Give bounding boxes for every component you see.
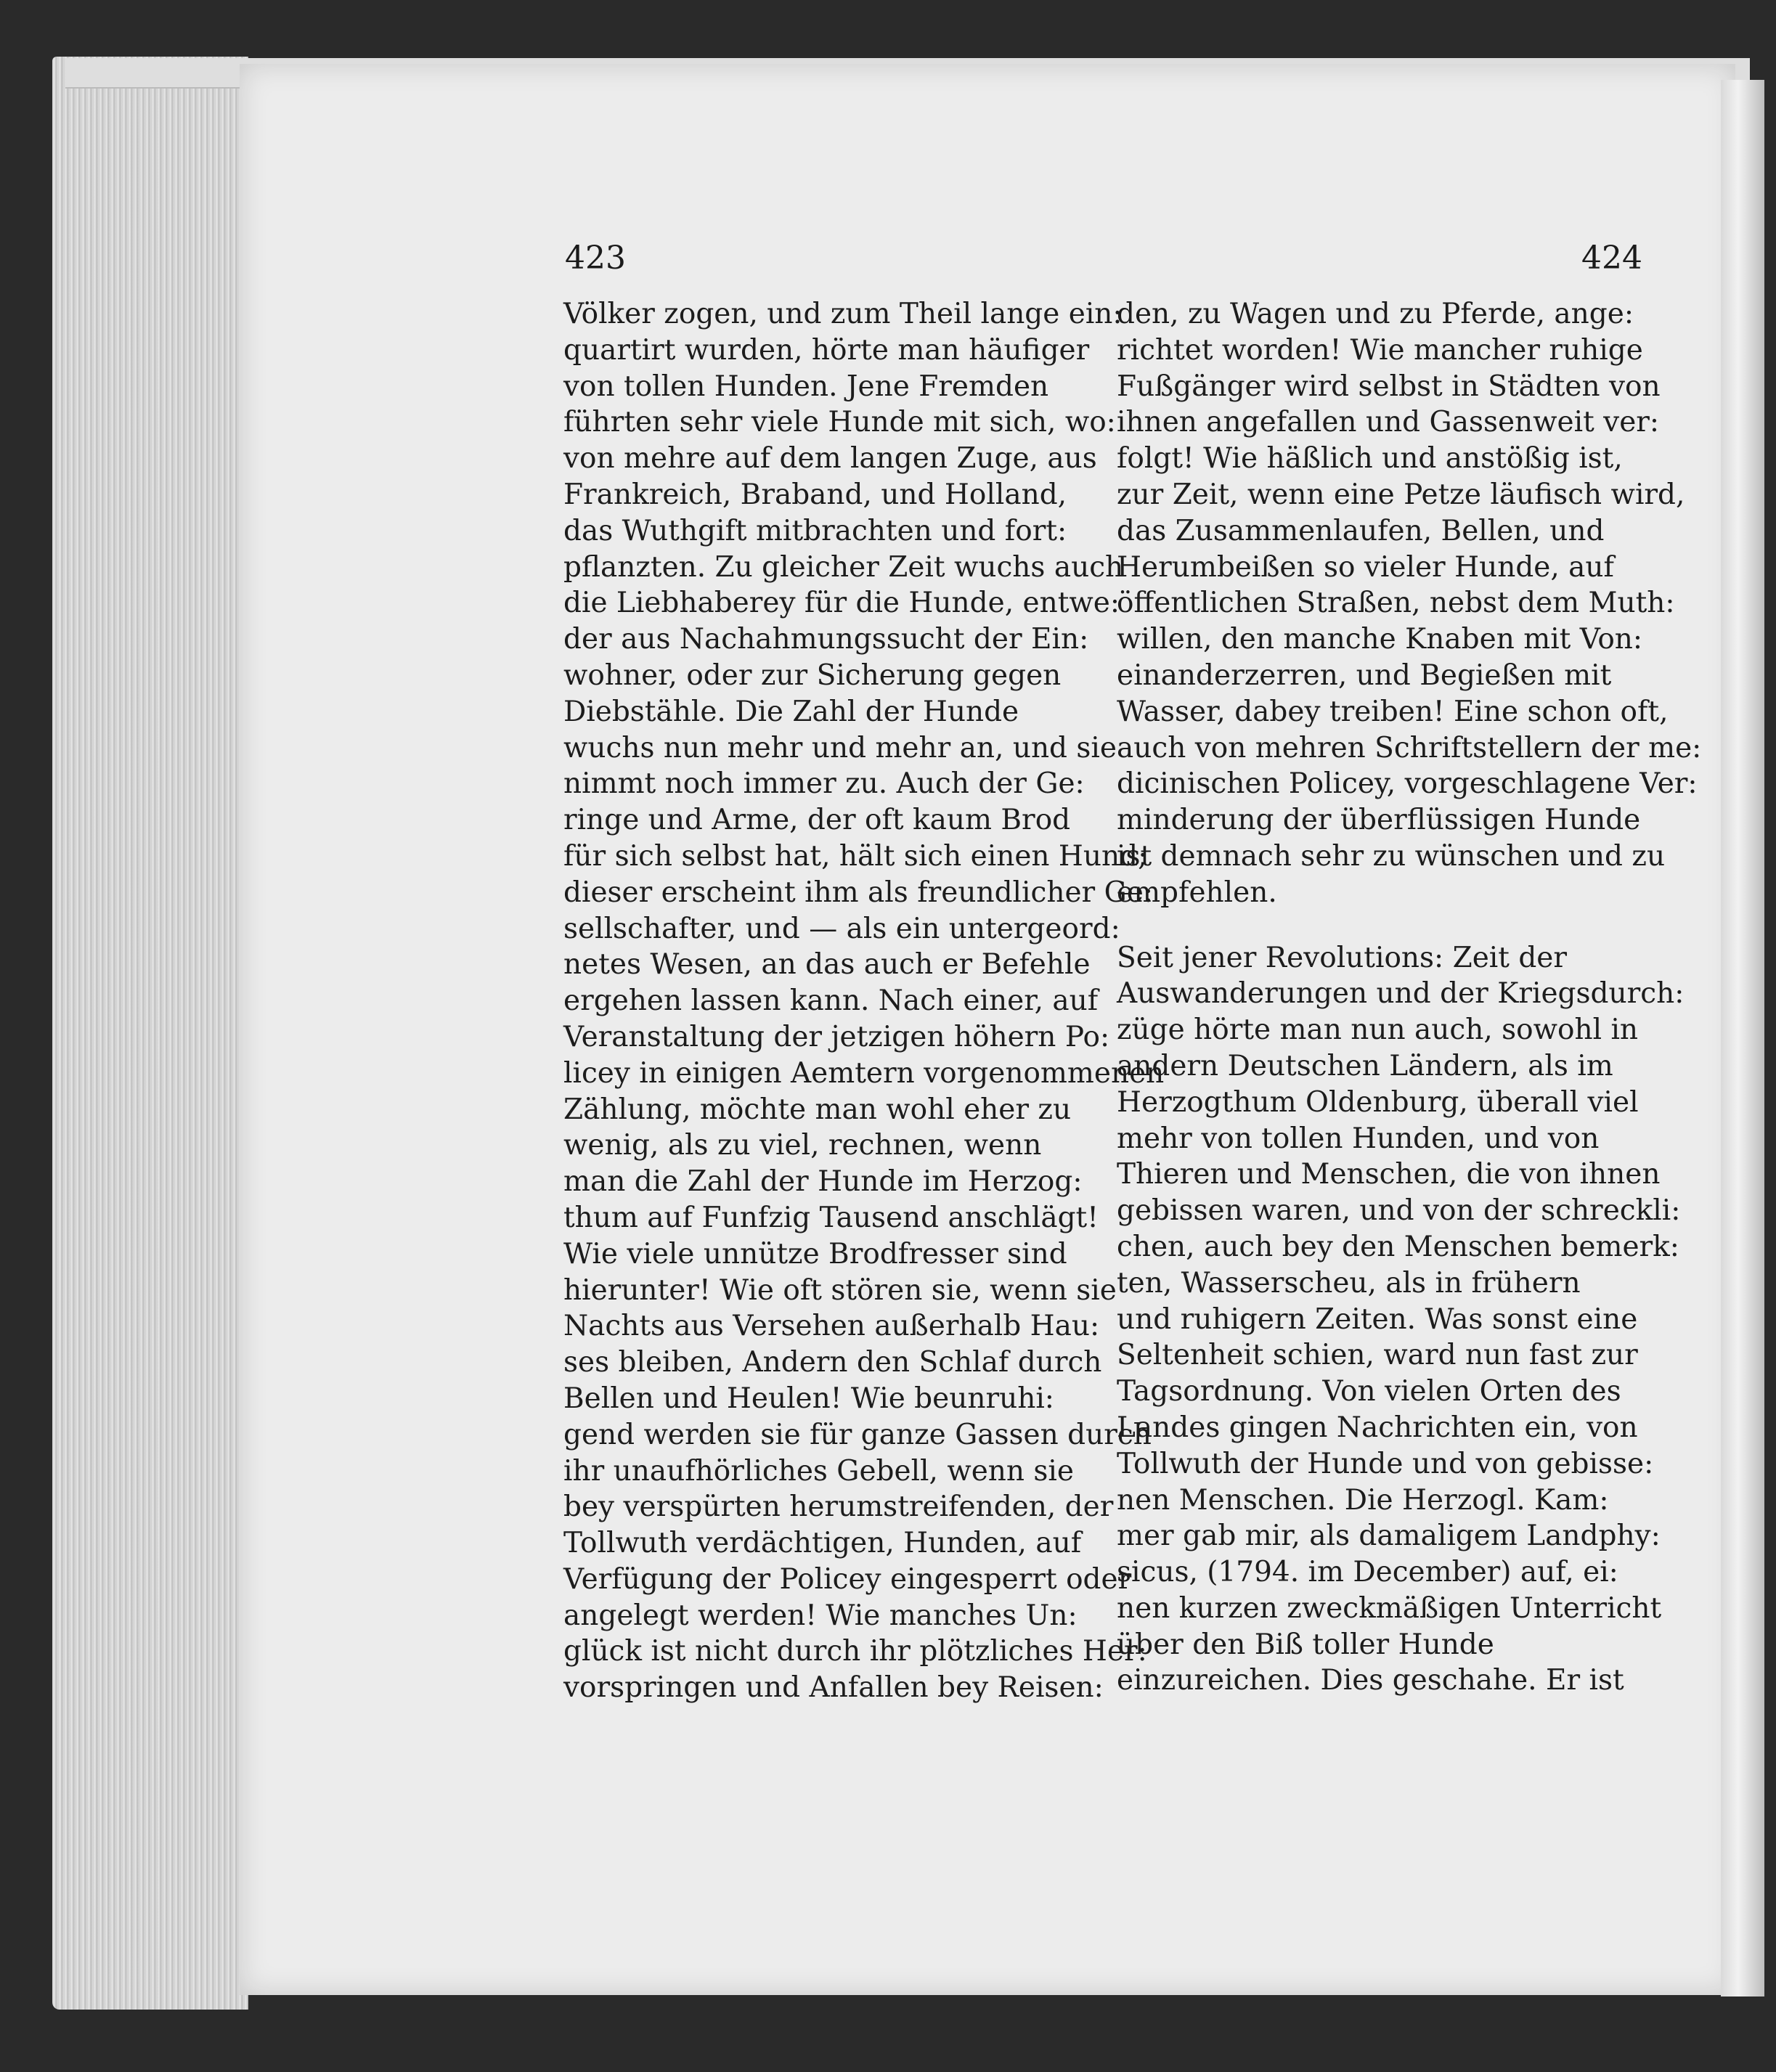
text-line: Völker zogen, und zum Theil lange ein: [563,298,1123,330]
text-line: Herumbeißen so vieler Hunde, auf [1117,550,1614,584]
text-line: mehr von tollen Hunden, und von [1117,1122,1600,1155]
text-line: Wasser, dabey treiben! Eine schon oft, [1117,695,1669,728]
text-line: bey verspürten herumstreifenden, der [563,1490,1114,1524]
text-line: und ruhigern Zeiten. Was sonst eine [1117,1302,1638,1336]
text-line: wuchs nun mehr und mehr an, und sie [563,731,1117,764]
text-line: hierunter! Wie oft stören sie, wenn sie [563,1273,1117,1307]
text-line: licey in einigen Aemtern vorgenommenen [563,1056,1165,1090]
paragraph-gap [1117,911,1638,940]
text-line: folgt! Wie häßlich und anstößig ist, [1117,442,1623,476]
text-line: das Wuthgift mitbrachten und fort: [563,514,1067,547]
text-line: Landes gingen Nachrichten ein, von [1117,1411,1638,1444]
text-line: netes Wesen, an das auch er Befehle [563,948,1091,982]
text-line: Tollwuth verdächtigen, Hunden, auf [563,1527,1082,1560]
text-line: Diebstähle. Die Zahl der Hunde [563,695,1019,728]
text-line: Thieren und Menschen, die von ihnen [1117,1158,1661,1191]
text-line: die Liebhaberey für die Hunde, entwe: [563,587,1120,620]
text-line: einzureichen. Dies geschahe. Er ist [1117,1664,1624,1697]
text-line: nen Menschen. Die Herzogl. Kam: [1117,1483,1609,1517]
text-line: Seltenheit schien, ward nun fast zur [1117,1339,1638,1372]
text-line: führten sehr viele Hunde mit sich, wo: [563,406,1116,439]
text-line: Fußgänger wird selbst in Städten von [1117,370,1661,403]
text-line: empfehlen. [1117,876,1277,909]
text-line: Seit jener Revolutions: Zeit der [1117,941,1568,974]
paragraph-continuation [1117,296,1702,911]
text-line: züge hörte man nun auch, sowohl in [1117,1013,1639,1047]
text-line: öffentlichen Straßen, nebst dem Muth: [1117,587,1675,620]
text-line: willen, den manche Knaben mit Von: [1117,623,1643,656]
paragraph-revolution [1117,940,1685,1700]
text-line: Bellen und Heulen! Wie beunruhi: [563,1382,1054,1415]
text-line: minderung der überflüssigen Hunde [1117,804,1641,837]
text-line: von tollen Hunden. Jene Fremden [563,370,1049,403]
text-line: ringe und Arme, der oft kaum Brod [563,804,1071,837]
text-line: wenig, als zu viel, rechnen, wenn [563,1129,1042,1162]
text-line: ihr unaufhörliches Gebell, wenn sie [563,1454,1074,1488]
text-line: dicinischen Policey, vorgeschlagene Ver: [1117,767,1698,801]
text-line: mer gab mir, als damaligem Landphy: [1117,1520,1661,1553]
text-line: pflanzten. Zu gleicher Zeit wuchs auch [563,550,1124,584]
text-line: Nachts aus Versehen außerhalb Hau: [563,1310,1100,1343]
text-column-left [563,296,1165,1706]
text-line: glück ist nicht durch ihr plötzliches Her: [563,1635,1147,1668]
text-line: nen kurzen zweckmäßigen Unterricht [1117,1591,1662,1625]
text-line: Veranstaltung der jetzigen höhern Po: [563,1020,1110,1053]
text-line: über den Biß toller Hunde [1117,1628,1494,1661]
text-line: von mehre auf dem langen Zuge, aus [563,442,1097,476]
text-line: wohner, oder zur Sicherung gegen [563,658,1062,692]
text-line: der aus Nachahmungssucht der Ein: [563,623,1089,656]
text-line: den, zu Wagen und zu Pferde, ange: [1117,298,1634,330]
text-line: Frankreich, Braband, und Holland, [563,478,1067,511]
text-line: sicus, (1794. im December) auf, ei: [1117,1556,1618,1589]
text-line: ergehen lassen kann. Nach einer, auf [563,984,1099,1018]
text-line: andern Deutschen Ländern, als im [1117,1049,1613,1082]
page-number-right: 424 [1581,240,1642,277]
text-line: ist demnach sehr zu wünschen und zu [1117,839,1666,873]
text-line: Herzogthum Oldenburg, überall viel [1117,1085,1639,1119]
text-line: ses bleiben, Andern den Schlaf durch [563,1346,1102,1379]
text-line: angelegt werden! Wie manches Un: [563,1599,1078,1632]
text-line: richtet worden! Wie mancher ruhige [1117,333,1643,367]
text-line: das Zusammenlaufen, Bellen, und [1117,514,1605,547]
text-line: thum auf Funfzig Tausend anschlägt! [563,1201,1099,1234]
text-line: für sich selbst hat, hält sich einen Hund; [563,839,1148,873]
text-line: nimmt noch immer zu. Auch der Ge: [563,767,1085,801]
page-number-left: 423 [565,240,626,277]
text-line: Auswanderungen und der Kriegsdurch: [1117,977,1685,1011]
text-line: ten, Wasserscheu, als in frühern [1117,1266,1581,1300]
text-column-right [1117,296,1702,1699]
text-line: sellschafter, und — als ein untergeord: [563,912,1120,945]
text-line: dieser erscheint ihm als freundlicher Ge: [563,876,1153,909]
book-page-stack [52,57,248,2010]
text-line: gend werden sie für ganze Gassen durch [563,1418,1152,1451]
text-line: man die Zahl der Hunde im Herzog: [563,1165,1083,1199]
text-line: einanderzerren, und Begießen mit [1117,658,1612,692]
text-line: chen, auch bey den Menschen bemerk: [1117,1230,1679,1263]
book-right-edge [1721,80,1764,1996]
text-line: Tollwuth der Hunde und von gebisse: [1117,1447,1654,1480]
text-line: zur Zeit, wenn eine Petze läufisch wird, [1117,478,1685,511]
text-line: gebissen waren, und von der schreckli: [1117,1194,1681,1228]
text-line: ihnen angefallen und Gassenweit ver: [1117,406,1660,439]
text-line: Verfügung der Policey eingesperrt oder [563,1562,1132,1596]
text-line: Tagsordnung. Von vielen Orten des [1117,1375,1621,1408]
text-line: Wie viele unnütze Brodfresser sind [563,1237,1067,1270]
text-line: quartirt wurden, hörte man häufiger [563,333,1090,367]
text-line: auch von mehren Schriftstellern der me: [1117,731,1702,764]
text-line: Zählung, möchte man wohl eher zu [563,1093,1072,1126]
text-line: vorspringen und Anfallen bey Reisen: [563,1671,1104,1705]
